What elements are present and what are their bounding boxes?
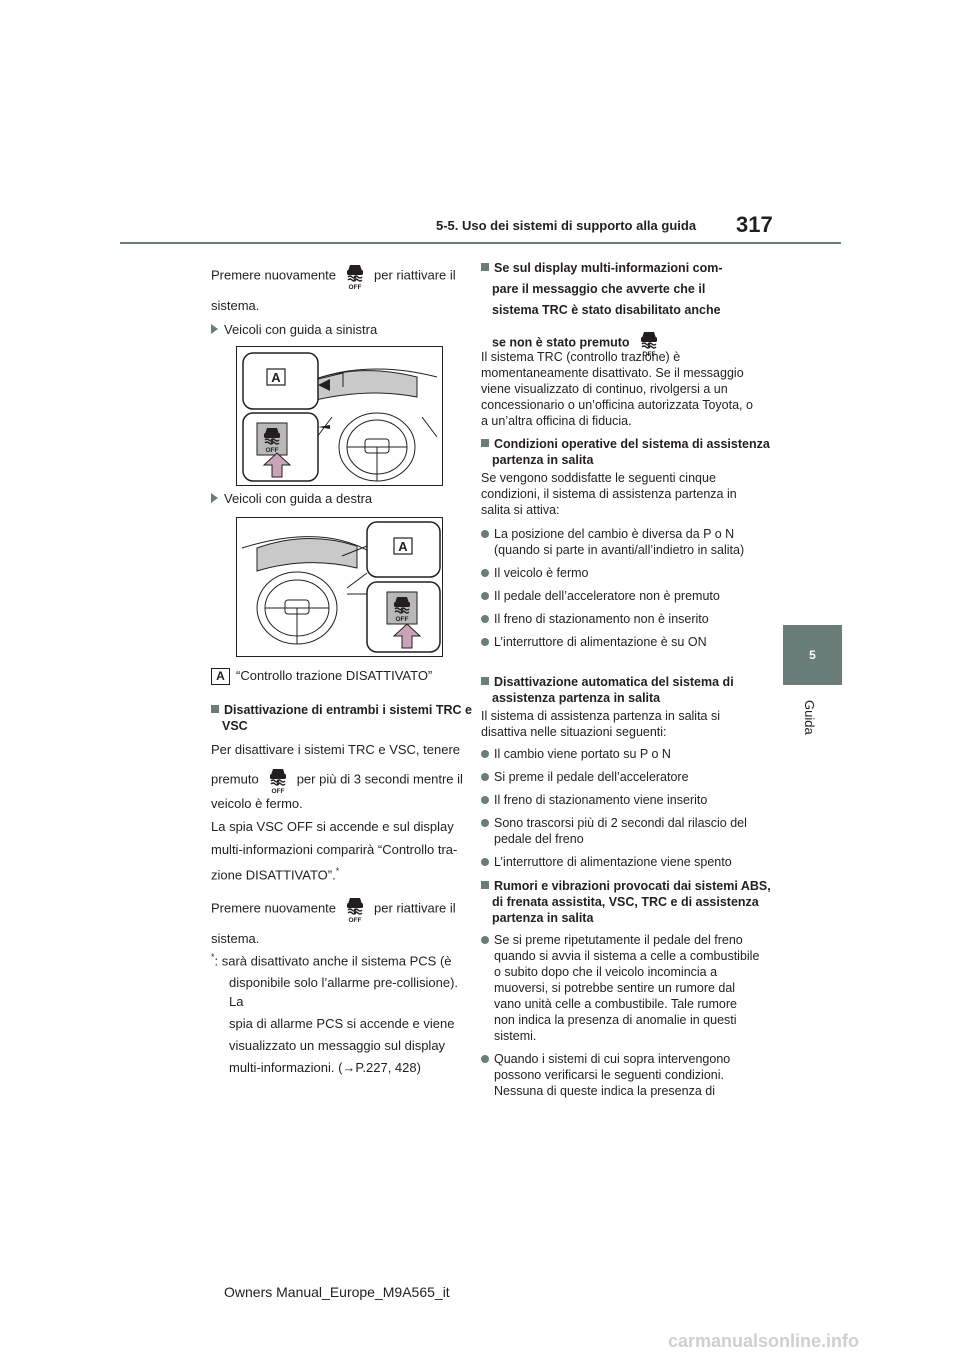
heading-auto-deactivation: Disattivazione automatica del sistema di assistenza partenza in salita: [481, 674, 772, 706]
para-line-5: multi-informazioni comparirà “Controllo tra-: [211, 842, 458, 857]
list-item: L’interruttore di alimentazione è su ON: [481, 634, 761, 650]
round-bullet-icon: [481, 936, 489, 944]
list-item: Il freno di stazionamento non è inserito: [481, 611, 761, 627]
para-auto-deactivation: Il sistema di assistenza partenza in salita si disattiva nelle situazioni seguenti:: [481, 709, 720, 739]
square-bullet-icon: [481, 263, 489, 271]
watermark: carmanualsonline.info: [668, 1331, 860, 1351]
footer-manual-id: Owners Manual_Europe_M9A565_it: [224, 1284, 450, 1300]
list-item: Il pedale dell’acceleratore non è premuto: [481, 588, 761, 604]
list-conditions: [481, 526, 761, 657]
round-bullet-icon: [481, 819, 489, 827]
callout-letter: A: [398, 539, 408, 554]
list-deactivation: [481, 746, 761, 877]
list-item: Il freno di stazionamento viene inserito: [481, 792, 761, 808]
heading-trc-message: Se sul display multi-informazioni com- pare il messaggio che avverte che il sistema TRC è stato disabilitato anche se non è stato premuto: [481, 258, 761, 357]
round-bullet-icon: [481, 796, 489, 804]
list-item: Quando i sistemi di cui sopra intervengono possono verificarsi le seguenti condizioni. Nessuna di queste indica la presenza di: [481, 1051, 761, 1099]
section-title: 5-5. Uso dei sistemi di supporto alla guida: [436, 218, 697, 233]
chapter-label: Guida: [802, 700, 817, 735]
chapter-number: 5: [809, 648, 816, 662]
rhd-label: Veicoli con guida a destra: [211, 489, 372, 508]
round-bullet-icon: [481, 638, 489, 646]
round-bullet-icon: [481, 592, 489, 600]
para-line-4: La spia VSC OFF si accende e sul display: [211, 819, 454, 834]
para-line-3: veicolo è fermo.: [211, 796, 303, 811]
para-line-2: premuto per più di 3 secondi mentre il: [211, 766, 476, 794]
round-bullet-icon: [481, 750, 489, 758]
round-bullet-icon: [481, 773, 489, 781]
list-item: Se si preme ripetutamente il pedale del freno quando si avvia il sistema a celle a combustibile o subito dopo che il veicolo incomincia a muoversi, si potrebbe sentire un rumore dal vano unità celle a combustibile. Tale rumore non indica la presenza di anomalie in questi sistemi.: [481, 932, 761, 1044]
list-item: La posizione del cambio è diversa da P o N (quando si parte in avanti/all’indietro in salita): [481, 526, 761, 558]
list-item: Sono trascorsi più di 2 secondi dal rilascio del pedale del freno: [481, 815, 761, 847]
reactivate-line-1b: sistema.: [211, 298, 260, 313]
callout-box-a: A: [211, 668, 230, 685]
triangle-icon: [211, 493, 218, 503]
vsc-off-icon: [344, 895, 366, 923]
square-bullet-icon: [211, 705, 219, 713]
chapter-tab: [783, 625, 842, 685]
round-bullet-icon: [481, 858, 489, 866]
round-bullet-icon: [481, 530, 489, 538]
square-bullet-icon: [481, 677, 489, 685]
para-trc: Il sistema TRC (controllo trazione) è momentaneamente disattivato. Se il messaggio viene visualizzato di continuo, rivolgersi a un concessionario o un’officina autorizzata Toyota, o a un’altra officina di fiducia.: [481, 350, 753, 428]
round-bullet-icon: [481, 1055, 489, 1063]
figure-rhd-dashboard: [236, 517, 443, 657]
callout-letter: A: [271, 370, 281, 385]
heading-disable-both: Disattivazione di entrambi i sistemi TRC e VSC: [211, 702, 487, 734]
para-line-1: Per disattivare i sistemi TRC e VSC, tenere: [211, 742, 461, 757]
list-item: Il veicolo è fermo: [481, 565, 761, 581]
para-hill-start: Se vengono soddisfatte le seguenti cinque condizioni, il sistema di assistenza partenza in salita si attiva:: [481, 471, 737, 517]
reactivate-line-1: Premere nuovamente per riattivare il: [211, 262, 476, 290]
figure-lhd-dashboard: [236, 346, 443, 486]
vsc-off-icon: [267, 766, 289, 794]
page-number: 317: [736, 212, 773, 237]
round-bullet-icon: [481, 569, 489, 577]
round-bullet-icon: [481, 615, 489, 623]
footnote: *: sarà disattivato anche il sistema PCS (è disponibile solo l’allarme pre-collisione). La spia di allarme PCS si accende e viene visualizzato un messaggio sul display multi-informazioni. (→P.227, 428): [211, 952, 459, 1076]
figure-caption: A “Controllo trazione DISATTIVATO”: [211, 666, 432, 685]
lhd-label: Veicoli con guida a sinistra: [211, 320, 377, 339]
heading-hill-start-conditions: Condizioni operative del sistema di assistenza partenza in salita: [481, 436, 772, 468]
heading-noise: Rumori e vibrazioni provocati dai sistemi ABS, di frenata assistita, VSC, TRC e di assistenza partenza in salita: [481, 878, 772, 926]
square-bullet-icon: [481, 881, 489, 889]
header-rule: [120, 242, 841, 244]
reactivate-line-2: Premere nuovamente per riattivare il: [211, 895, 476, 923]
list-item: Il cambio viene portato su P o N: [481, 746, 761, 762]
list-noise: [481, 932, 761, 1106]
list-item: Si preme il pedale dell’acceleratore: [481, 769, 761, 785]
triangle-icon: [211, 324, 218, 334]
square-bullet-icon: [481, 439, 489, 447]
list-item: L’interruttore di alimentazione viene spento: [481, 854, 761, 870]
reactivate-line-2b: sistema.: [211, 931, 260, 946]
vsc-off-icon: [344, 262, 366, 290]
asterisk: *: [335, 866, 340, 876]
para-line-6: zione DISATTIVATO”.*: [211, 866, 340, 883]
